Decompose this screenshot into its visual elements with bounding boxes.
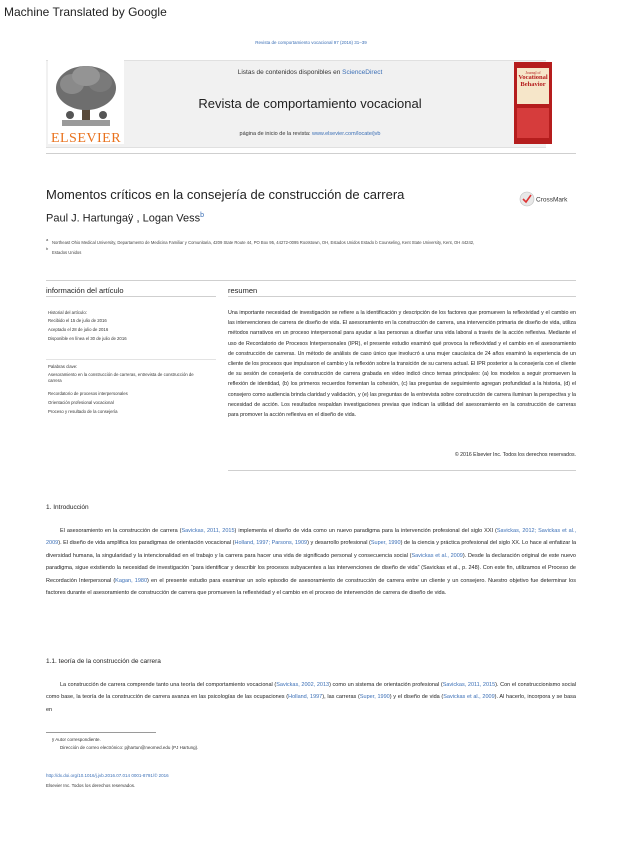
abstract-body: Una importante necesidad de investigación se refiere a la identificación y descripción de los factores que promueven la reflexividad y el cambio en las intervenciones de carrera de diseño de vida. El asesoramiento en la construcción de carrera, una intervención primaria de diseño de vida, utiliza métodos narrativos en un proceso interpersonal para ayudar a las personas a diseñar una vida laboral a través de la acción reflexiva. Mediante el uso de Recordatorio de Procesos Interpersonales (IPR), el presente estudio examinó qué provoca la reflexividad y el cambio en el asesoramiento de construcción de carreras. Un método de análisis de caso único que involucró a una mujer caucásica de 24 años examinó la experiencia de un cliente de los procesos que impulsaron el cambio y la reflexión sobre la transición de su carrera actual. El IPR posterior a la consejería con el cliente de su sesión de consejería de construcción de carrera grabada en video indicó cinco temas principales: (a) los modelos a seguir promueven la reflexión de identidad, (b) los primeros recuerdos fomentan la cohesión, (c) las preguntas de seguimiento agregan profundidad a la historia, (d) el consejero como audiencia brinda claridad y validación, y (e) las preguntas de la entrevista sobre construcción de carrera iluminan la perspectiva y la necesidad de acción. Los resultados respaldan investigaciones previas que indican la utilidad del asesoramiento en la construcción de carreras para promover la acción reflexiva en el diseño de vida. — [228, 310, 577, 419]
received-date: Recibido el 15 de julio de 2016 — [48, 318, 107, 323]
copyright-notice: © 2016 Elsevier Inc. Todos los derechos reservados. — [454, 452, 576, 458]
journal-citation-link[interactable]: Revista de comportamiento vocacional 97 (2016) 31–39 — [255, 40, 367, 45]
doi-link[interactable]: http://dx.doi.org/10.1016/j.jvb.2016.07.014 0001-8791/© 2016 — [46, 773, 169, 778]
affiliation-b-marker: b — [46, 246, 49, 251]
keywords-divider — [46, 359, 216, 360]
corresponding-author-note: ÿ Autor correspondiente. — [52, 737, 101, 742]
article-info-heading: información del artículo — [46, 286, 124, 295]
article-title: Momentos críticos en la consejería de construcción de carrera — [46, 187, 405, 202]
footnote-rule — [46, 732, 156, 733]
elsevier-wordmark: ELSEVIER — [50, 131, 122, 146]
journal-cover — [514, 62, 552, 144]
journal-homepage — [160, 131, 460, 137]
paragraph-text: El asesoramiento en la construcción de carrera ( — [60, 528, 182, 534]
paragraph-text: ) de la ciencia y práctica profesional del siglo XX. Lo hace al enfatizar la diversidad humana, la singularidad y la intencionalidad en el trabajo y la carrera para hacer una vida de significado personal y consecuencia social ( — [46, 540, 577, 559]
machine-translation-banner: Machine Translated by Google — [4, 5, 167, 19]
citation-link[interactable]: Savickas, 2012; Savickas et al., 2009 — [46, 528, 576, 547]
abstract-rule — [228, 296, 576, 297]
contents-availability — [160, 69, 460, 76]
history-label: Historial del artículo: — [48, 310, 87, 315]
author-list — [46, 212, 204, 225]
paragraph-text: ) y el diseño de vida ( — [389, 694, 444, 701]
citation-link[interactable]: Savickas et al., 2009 — [411, 552, 463, 559]
cover-stripe — [517, 108, 549, 138]
rights-notice: Elsevier Inc. Todos los derechos reservados. — [46, 783, 136, 788]
citation-link[interactable]: Savickas et al., 2009 — [443, 694, 495, 701]
keywords-label: Palabras clave: — [48, 364, 78, 369]
paragraph-text: La construcción de carrera comprende tanto una teoría del comportamiento vocacional ( — [60, 682, 277, 688]
info-rule — [46, 296, 216, 297]
section-introduction-heading: 1. Introducción — [46, 504, 89, 511]
cover-small-text: Journal of — [525, 71, 541, 75]
journal-title: Revista de comportamiento vocacional — [198, 96, 422, 111]
citation-link[interactable]: Super, 1990 — [370, 540, 401, 547]
paragraph-text: ) y desarrollo profesional ( — [307, 540, 371, 547]
citation-link[interactable]: Holland, 1997; Parsons, 1909 — [234, 540, 308, 547]
paragraph-text: ). Con el construccionismo social como base, la teoría de la construcción de carrera avanza en las psicologías de las ocupaciones ( — [46, 682, 576, 701]
abstract-end-rule — [228, 470, 576, 471]
citation-link[interactable]: Savickas, 2011, 2015 — [181, 528, 235, 534]
paragraph-text: ). El diseño de vida amplifica los paradigmas de orientación vocacional ( — [58, 540, 235, 547]
citation-link[interactable]: Holland, 1997 — [288, 694, 323, 701]
paragraph-text: ). Al hacerlo, incorpora y se basa en — [46, 694, 576, 713]
keyword-item: Recordatorio de procesos interpersonales — [48, 391, 128, 396]
corresponding-email[interactable]: Dirección de correo electrónico: pjhartun@neomed.edu (PJ Hartung). — [60, 745, 199, 750]
citation-link[interactable]: Kagan, 1980 — [115, 577, 148, 584]
abstract-heading: resumen — [228, 286, 258, 295]
contents-prefix: Listas de contenidos disponibles en — [237, 69, 341, 76]
author-affiliation-marker[interactable]: b — [200, 212, 205, 219]
paragraph-text: ) en el presente estudio para examinar un solo episodio de asesoramiento de construcción de carrera entre un cliente y un consejero. Nuestro objetivo fue determinar los factores durante el asesoramiento de construcción de carrera que promueven la reflexividad y el cambio en el proceso de intervención de carrera de diseño de vida. — [46, 577, 576, 597]
homepage-prefix: página de inicio de la revista: — [239, 131, 311, 137]
citation-link[interactable]: Savickas, 2002, 2013 — [276, 682, 330, 688]
header-divider — [46, 153, 576, 154]
keyword-item: Asesoramiento en la construcción de carreras, entrevista de construcción de carrera — [48, 372, 194, 383]
sciencedirect-link[interactable]: ScienceDirect — [342, 69, 383, 76]
paragraph-text: ), las carreras ( — [322, 694, 360, 701]
affiliation-a: Northeast Ohio Medical University, Departamento de Medicina Familiar y Comunitaria, 4209 State Route 44, PO Box 95, 44272-0095 Rootstown, OH, Estados Unidos Estado b Counseling, Kent State University, Kent, OH 44242, — [52, 240, 475, 245]
keyword-item: Orientación profesional vocacional — [48, 400, 114, 405]
intro-paragraph — [46, 525, 576, 599]
paragraph-text: ) como un sistema de orientación profesional ( — [329, 682, 443, 688]
cover-big-text-1: Vocational — [518, 74, 548, 81]
section-career-construction-heading: 1.1. teoría de la construcción de carrera — [46, 658, 161, 665]
authors-text: Paul J. Hartungaÿ , Logan Vess — [46, 212, 201, 225]
accepted-date: Aceptado el 28 de julio de 2016 — [48, 327, 109, 332]
crossmark-label: CrossMark — [536, 196, 568, 204]
homepage-link[interactable]: www.elsevier.com/locate/jvb — [311, 131, 381, 137]
affiliation-a-marker: a — [46, 237, 49, 242]
affiliation-b: Estados Unidos — [52, 250, 82, 255]
crossmark-badge[interactable] — [519, 190, 571, 208]
keyword-item: Proceso y resultado de la consejería — [48, 409, 118, 414]
cover-big-text-2: Behavior — [520, 80, 546, 88]
paragraph-text: ) implementa el diseño de vida como un nuevo paradigma para la intervención profesional del siglo XXI ( — [234, 528, 497, 534]
available-date: Disponible en línea el 30 de julio de 2016 — [48, 336, 127, 341]
citation-link[interactable]: Super, 1990 — [359, 694, 390, 701]
paragraph-text: ). Desde la declaración original de este nuevo paradigma, sigue existiendo la necesidad de investigación “para identificar y describir los procesos subyacentes a las intervenciones de diseño de vida” (Savickas et al., p. 248). Con este fin, utilizamos el Proceso de Recordación Interpersonal ( — [46, 552, 576, 584]
cover-title-panel — [517, 68, 549, 104]
affiliation-divider — [46, 280, 576, 281]
career-theory-paragraph — [46, 679, 576, 716]
citation-link[interactable]: Savickas, 2011, 2015 — [442, 682, 496, 688]
